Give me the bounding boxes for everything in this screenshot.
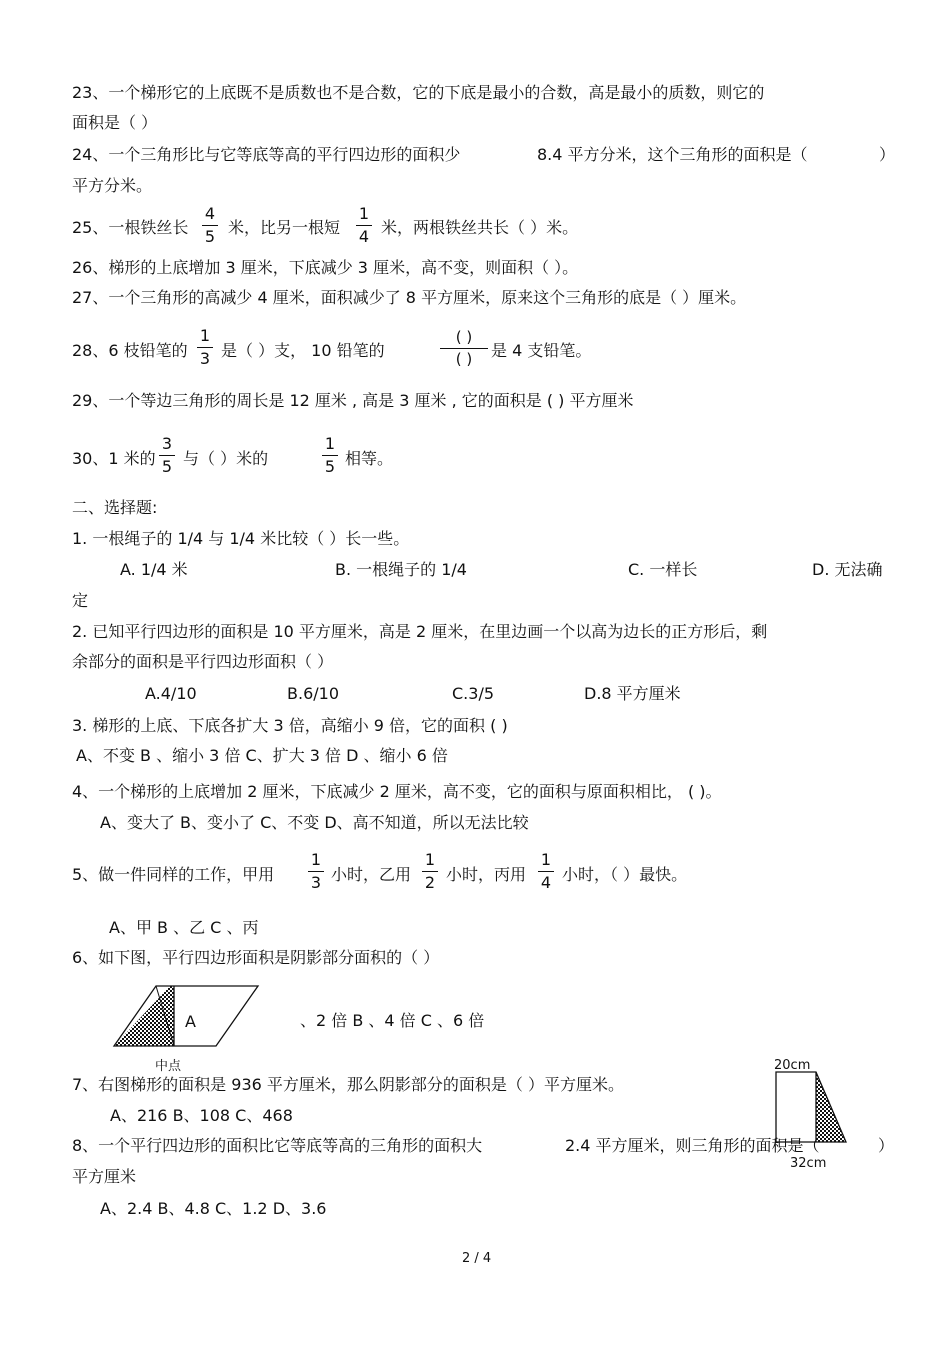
c2-option-d: D.8 平方厘米 [584,684,681,703]
c7-stem: 7、右图梯形的面积是 936 平方厘米，那么阴影部分的面积是（ ）平方厘米。 [72,1075,624,1094]
c7-top-label: 20cm [774,1058,811,1073]
c5-part3: 小时，丙用 [446,865,527,884]
c1-option-c: C. 一样长 [628,560,698,579]
c1-option-b: B. 一根绳子的 1/4 [335,560,467,579]
c6-midpoint-label: 中点 [155,1059,182,1074]
c5-part4: 小时，（ ）最快。 [562,865,688,884]
c5-options: A、甲 B 、乙 C 、丙 [109,918,259,937]
numerator: 4 [202,206,218,226]
trapezoid-figure [772,1070,852,1146]
q25-part1: 25、一根铁丝长 [72,218,189,237]
c1-wrap: 定 [72,591,89,610]
c4-stem: 4、一个梯形的上底增加 2 厘米，下底减少 2 厘米，高不变，它的面积与原面积相比， ( )。 [72,782,722,801]
denominator: 3 [199,349,211,368]
denominator: 4 [540,873,552,892]
c8-part2: 2.4 平方厘米，则三角形的面积是（ [565,1136,820,1155]
q28-part1: 28、6 枝铅笔的 [72,341,188,360]
numerator: 1 [197,328,213,348]
c5-part2: 小时，乙用 [331,865,412,884]
q28-part2: 是（ ）支， 10 铅笔的 [221,341,385,360]
denominator: 3 [310,873,322,892]
c3-stem: 3. 梯形的上底、下底各扩大 3 倍，高缩小 9 倍，它的面积 ( ) [72,716,508,735]
q30-fraction-2 [322,436,338,475]
denominator: 5 [204,227,216,246]
c1-stem: 1. 一根绳子的 1/4 与 1/4 米比较（ ）长一些。 [72,529,410,548]
section-heading: 二、选择题: [72,498,158,517]
q30-part1: 30、1 米的 [72,449,156,468]
page-number: 2 / 4 [462,1251,492,1266]
q24-part3: ） [879,145,896,164]
q23-line1: 23、一个梯形它的上底既不是质数也不是合数，它的下底是最小的合数，高是最小的质数，则它的 [72,83,765,102]
c5-fraction-2 [422,852,438,891]
q28-fraction-2 [440,330,488,367]
c6-figure-label: A [185,1012,196,1031]
numerator: ( ) [440,330,488,349]
q28-fraction-1 [197,328,213,367]
q28-part3: 是 4 支铅笔。 [491,341,592,360]
c1-option-a: A. 1/4 米 [120,560,188,579]
c2-option-a: A.4/10 [145,684,197,703]
denominator: 5 [161,457,173,476]
q25-fraction-1 [202,206,218,245]
c6-stem: 6、如下图，平行四边形面积是阴影部分面积的（ ） [72,948,440,967]
numerator: 1 [308,852,324,872]
c7-bottom-label: 32cm [790,1156,827,1171]
q24-part1: 24、一个三角形比与它等底等高的平行四边形的面积少 [72,145,461,164]
q23-line2: 面积是（ ） [72,113,158,132]
q25-part2: 米，比另一根短 [228,218,341,237]
c5-part1: 5、做一件同样的工作，甲用 [72,865,275,884]
q24-line2: 平方分米。 [72,176,153,195]
c4-options: A、变大了 B、变小了 C、不变 D、高不知道，所以无法比较 [100,813,529,832]
numerator: 3 [159,436,175,456]
c2-stem: 2. 已知平行四边形的面积是 10 平方厘米，高是 2 厘米，在里边画一个以高为边长的正方形后，剩 [72,622,768,641]
numerator: 1 [422,852,438,872]
q30-part3: 相等。 [345,449,394,468]
q26-text: 26、梯形的上底增加 3 厘米，下底减少 3 厘米，高不变，则面积（ ）。 [72,258,579,277]
c2-line2: 余部分的面积是平行四边形面积（ ） [72,652,334,671]
q25-fraction-2 [356,206,372,245]
denominator: 4 [358,227,370,246]
c8-options: A、2.4 B、4.8 C、1.2 D、3.6 [100,1199,327,1218]
c5-fraction-1 [308,852,324,891]
q24-part2: 8.4 平方分米，这个三角形的面积是（ [537,145,808,164]
c2-option-b: B.6/10 [287,684,339,703]
denominator: 2 [424,873,436,892]
c5-fraction-3 [538,852,554,891]
c2-option-c: C.3/5 [452,684,495,703]
c8-line2: 平方厘米 [72,1167,137,1186]
numerator: 1 [356,206,372,226]
c3-options: A、不变 B 、缩小 3 倍 C、扩大 3 倍 D 、缩小 6 倍 [76,746,448,765]
q27-text: 27、一个三角形的高减少 4 厘米，面积减少了 8 平方厘米，原来这个三角形的底是（ ）厘米。 [72,288,747,307]
denominator: ( ) [455,350,473,368]
c8-part1: 8、一个平行四边形的面积比它等底等高的三角形的面积大 [72,1136,483,1155]
c6-options: 、2 倍 B 、4 倍 C 、6 倍 [300,1011,485,1030]
q29-text: 29、一个等边三角形的周长是 12 厘米 , 高是 3 厘米 , 它的面积是 ( ) 平方厘米 [72,391,634,410]
numerator: 1 [538,852,554,872]
c1-option-d: D. 无法确 [812,560,883,579]
denominator: 5 [324,457,336,476]
c7-options: A、216 B、108 C、468 [110,1106,293,1125]
q30-part2: 与（ ）米的 [183,449,269,468]
numerator: 1 [322,436,338,456]
c8-part3: ） [878,1136,895,1155]
q25-part3: 米，两根铁丝共长（ ）米。 [381,218,579,237]
q30-fraction-1 [159,436,175,475]
